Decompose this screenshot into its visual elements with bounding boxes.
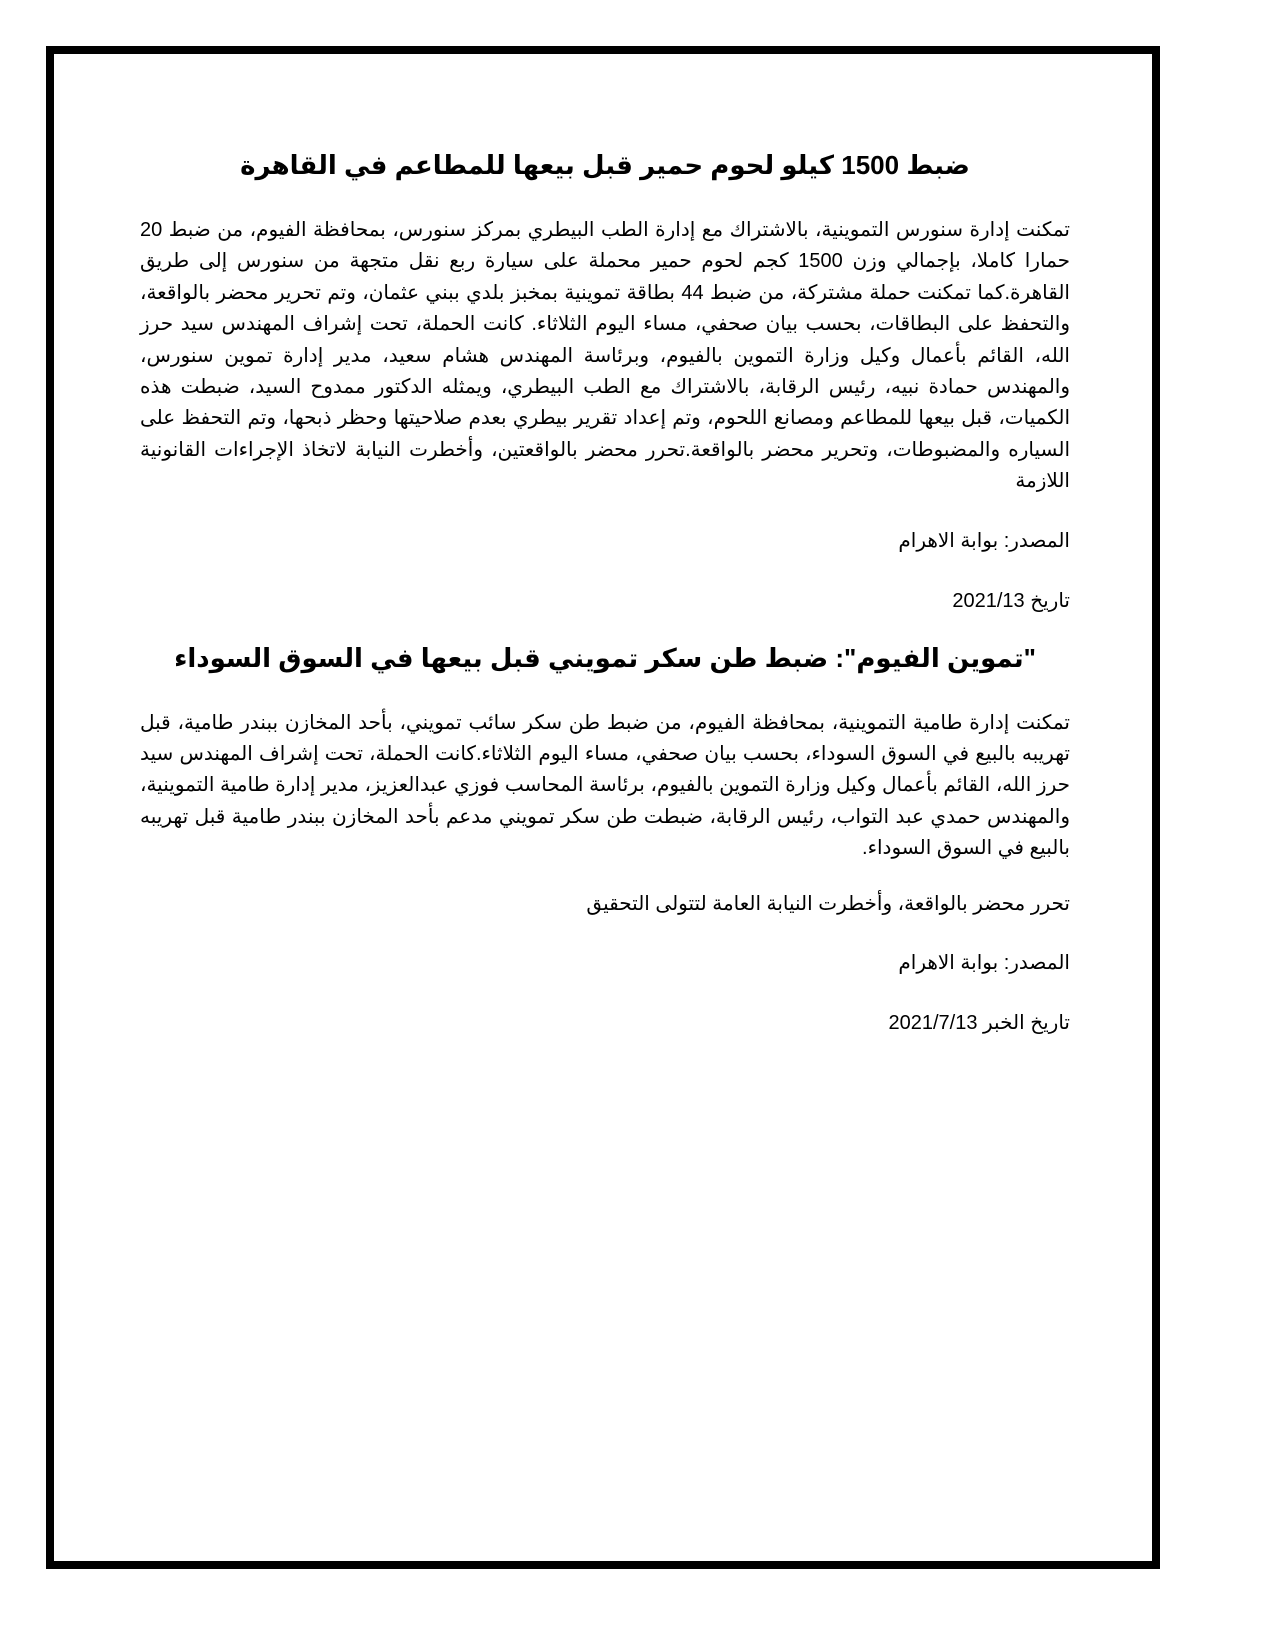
article-1-source: المصدر: بوابة الاهرام (898, 529, 1070, 552)
article-2-source: المصدر: بوابة الاهرام (898, 952, 1070, 975)
article-1-title: ضبط 1500 كيلو لحوم حمير قبل بيعها للمطاعم في القاهرة (240, 150, 970, 180)
article-2-body: تمكنت إدارة طامية التموينية، بمحافظة الفيوم، من ضبط طن سكر سائب تمويني، بأحد المخازن ببندر طامية، قبل تهريبه بالبيع في السوق السوداء، بحسب بيان صحفي، مساء اليوم الثلاثاء.كانت الحملة، تحت إشراف المهندس سيد حرز الله، القائم بأعمال وكيل وزارة التموين بالفيوم، برئاسة المحاسب فوزي عبدالعزيز، مدير إدارة طامية التموينية، والمهندس حمدي عبد التواب، رئيس الرقابة، ضبطت طن سكر تمويني مدعم بأحد المخازن ببندر طامية قبل تهريبه بالبيع في السوق السوداء. (140, 711, 1070, 860)
article-2-title: "تموين الفيوم": ضبط طن سكر تمويني قبل بيعها في السوق السوداء (174, 642, 1036, 673)
document-content (140, 140, 1070, 1038)
article-2-closing-paragraph: تحرر محضر بالواقعة، وأخطرت النيابة العامة لتتولى التحقيق (586, 892, 1070, 915)
article-2-date: تاريخ الخبر 2021/7/13 (888, 1012, 1070, 1035)
article-1-body: تمكنت إدارة سنورس التموينية، بالاشتراك مع إدارة الطب البيطري بمركز سنورس، بمحافظة الفيوم، من ضبط 20 حمارا كاملا، بإجمالي وزن 1500 كجم لحوم حمير محملة على سيارة ربع نقل متجهة من سنورس إلى طريق القاهرة.كما تمكنت حملة مشتركة، من ضبط 44 بطاقة تموينية بمخبز بلدي ببني عثمان، وتم تحرير محضر بالواقعة، والتحفظ على البطاقات، بحسب بيان صحفي، مساء اليوم الثلاثاء. كانت الحملة، تحت إشراف المهندس سيد حرز الله، القائم بأعمال وكيل وزارة التموين بالفيوم، وبرئاسة المهندس هشام سعيد، مدير إدارة تموين سنورس، والمهندس حمادة نبيه، رئيس الرقابة، بالاشتراك مع الطب البيطري، ويمثله الدكتور ممدوح السيد، ضبطت هذه الكميات، قبل بيعها للمطاعم ومصانع اللحوم، وتم إعداد تقرير بيطري بعدم صلاحيتها وحظر ذبحها، وتم التحفظ على السياره والمضبوطات، وتحرير محضر بالواقعة.تحرر محضر بالواقعتين، وأخطرت النيابة لاتخاذ الإجراءات القانونية اللازمة (140, 219, 1070, 493)
article-1-date: تاريخ 2021/13 (952, 589, 1070, 612)
